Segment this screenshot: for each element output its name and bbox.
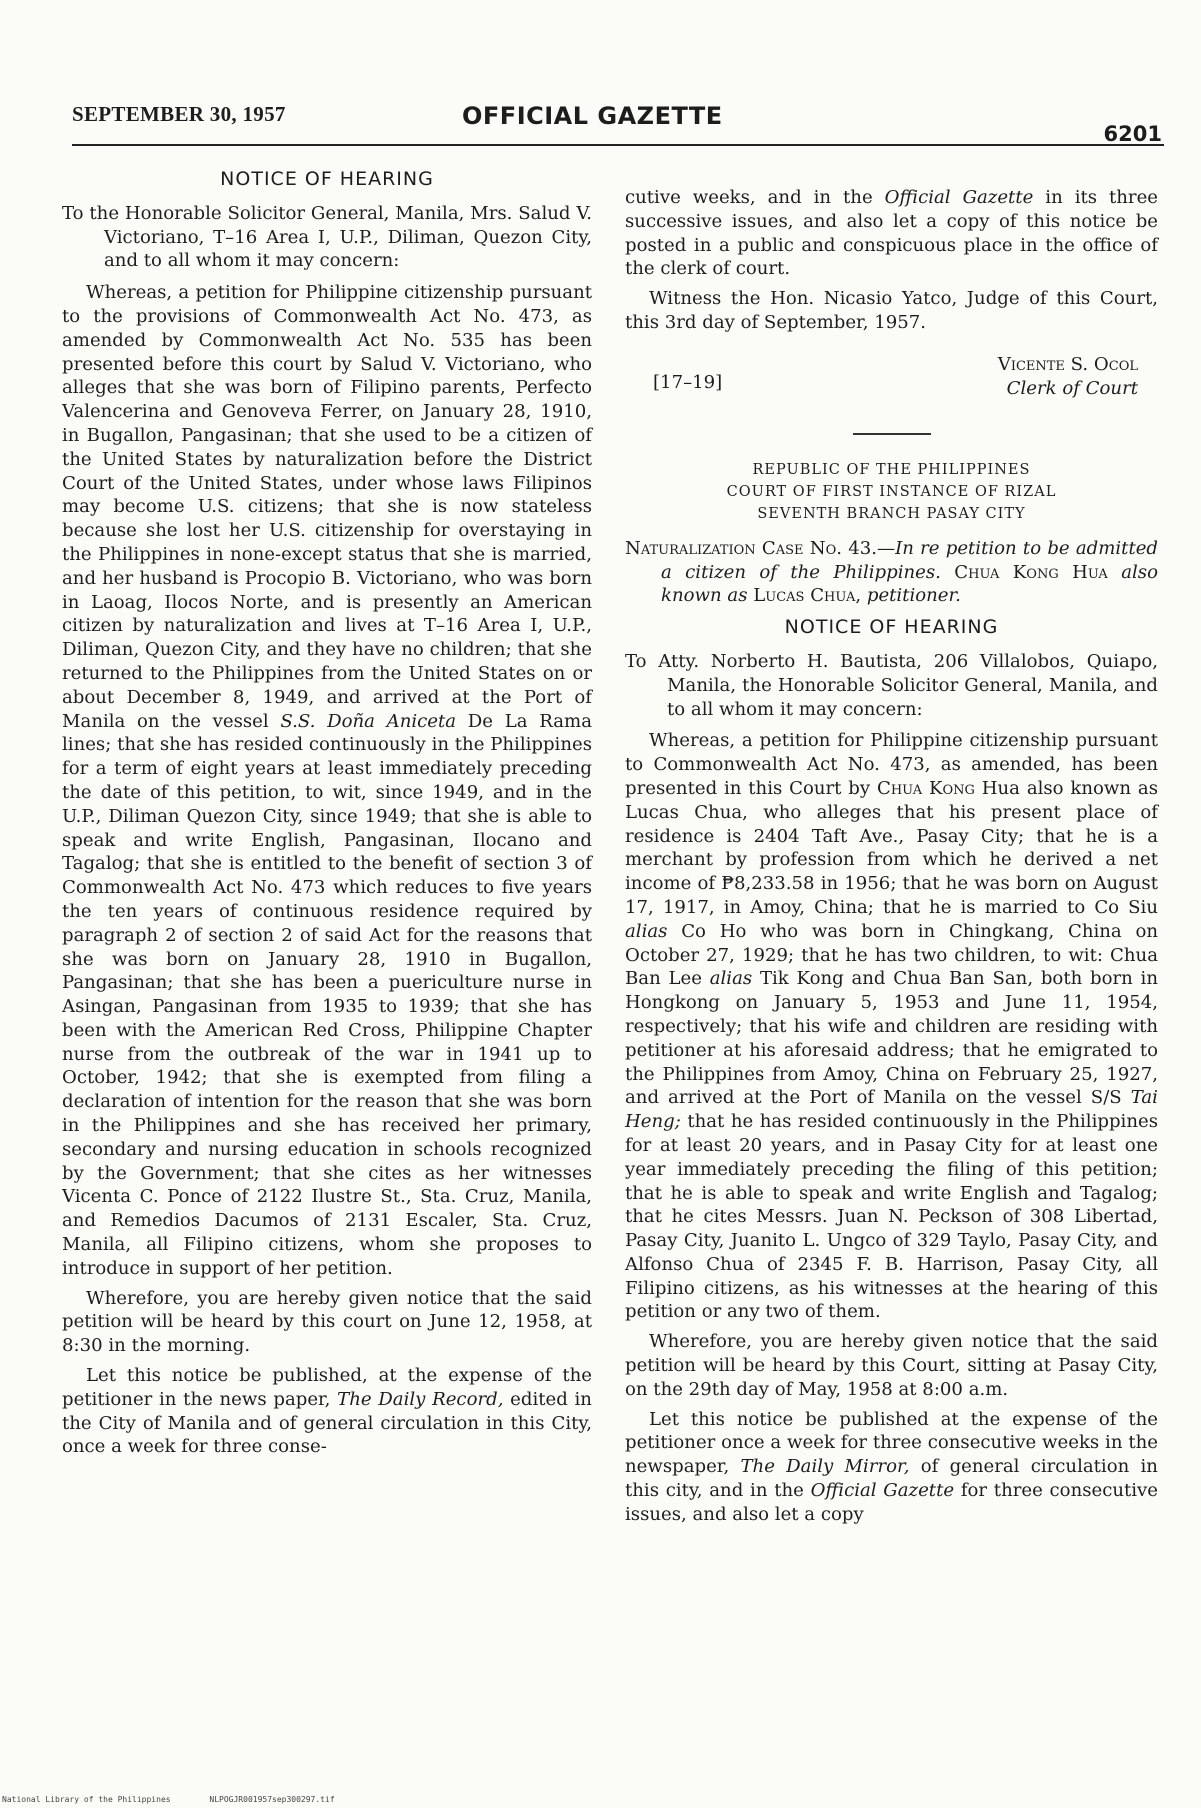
notice-heading: NOTICE OF HEARING xyxy=(220,168,434,190)
notice-heading: NOTICE OF HEARING xyxy=(784,616,999,639)
signer-role: Clerk of Court xyxy=(1006,377,1138,399)
court-line: SEVENTH BRANCH PASAY CITY xyxy=(757,505,1026,522)
body-text: De La Rama lines; that she has resided continuously in the Philippines for a term of eight years at least immediately preceding the date of this petition, to wit, since 1949, and in the U.P., Diliman Quezon City, since 1949; that she is able to speak and write English, Pangasinan, Ilocano and Tagalog; that she is entitled to the benefit of section 3 of Commonwealth Act No. 473 which reduces to five years the ten years of continuous residence required by paragraph 2 of section 2 of said Act for the reasons that she was born on January 28, 1910 in Bugallon, Pangasinan; that she has been a puericulture nurse in Asingan, Pangasinan from 1935 to 1939; that she has been with the American Red Cross, Philippine Chapter nurse from the outbreak of the war in 1941 up to October, 1942; that she is exempted from filing a declaration of intention for the reason that she was born in the Philippines and she has received her primary, secondary and nursing education in schools recognized by the Government; that she cites as her witnesses Vicenta C. Ponce of 2122 Ilustre St., Sta. Cruz, Manila, and Remedios Dacumos of 2131 Escaler, Sta. Cruz, Manila, all Filipino citizens, whom she proposes to introduce in support of her petition. xyxy=(62,710,592,1279)
vessel-name: Tai Heng; xyxy=(625,1087,1158,1133)
court-heading xyxy=(625,459,1158,525)
body-text: Let this notice be published, at the expense of the petitioner in the news paper, xyxy=(62,1365,592,1410)
left-column xyxy=(62,168,592,1459)
scan-filename: NLPOGJR001957sep300297.tif xyxy=(209,1795,335,1804)
body-text: Whereas, a petition for Philippine citizenship pursuant to the provisions of Commonwealth Act No. 473, as amended by Commonwealth Act No. 535 has been presented before this court by Salud V. Victoriano, who alleges that she was born of Filipino parents, Perfecto Valencerina and Genoveva Ferrer, on January 28, 1910, in Bugallon, Pangasinan; that she used to be a citizen of the United States by naturalization before the District Court of the United States, under whose laws Filipinos may become U.S. citizens; that she is now stateless because she lost her U.S. citizenship for overstaying in the Philippines in none-except status that she is married, and her husband is Procopio B. Victoriano, who was born in Laoag, Ilocos Norte, and is presently an American citizen by naturalization and lives at T–16 Area I, U.P., Diliman, Quezon City, and they have no children; that she returned to the Philippines from the United States on or about December 8, 1949, and arrived at the Port of Manila on the vessel xyxy=(62,282,592,732)
vessel-name: S.S. Doña Aniceta xyxy=(280,710,457,732)
publication-paragraph xyxy=(62,1364,592,1459)
case-label: Naturalization Case No. 43. xyxy=(625,537,877,559)
court-line: REPUBLIC OF THE PHILIPPINES xyxy=(752,461,1031,478)
body-text: Tik Kong and Chua Ban San, both born in Hongkong on January 5, 1953 and June 11, 1954, respectively; that his wife and children are residing with petitioner at his aforesaid address; that he emigrated to the Philippines from Amoy, China on February 25, 1927, and arrived at the Port of Manila on the vessel S/S xyxy=(625,968,1158,1109)
signer-name: Vicente S. Ocol xyxy=(997,353,1138,375)
body-text: edited in the City of Manila and of general circulation in this City, once a week for three conse- xyxy=(62,1388,592,1458)
issue-date: SEPTEMBER 30, 1957 xyxy=(72,102,286,126)
notice-address: To the Honorable Solicitor General, Manila, Mrs. Salud V. Victoriano, T–16 Area I, U.P., Diliman, Quezon City, and to all whom it may concern: xyxy=(62,202,592,272)
page-number: 6201 xyxy=(1103,122,1162,146)
petitioner-alias: Lucas Chua, xyxy=(753,585,862,607)
body-text: cutive weeks, and in the xyxy=(625,187,873,208)
body-text: Hua also known as Lucas Chua, who alleges that his present place of residence is 2404 Taft Ave., Pasay City; that he is a merchant by profession from which he derived a net income of ₱8,233.58 in 1956; that he was born on August 17, 1917, in Amoy, China; that he is married to Co Siu xyxy=(625,777,1158,918)
page-header xyxy=(72,96,1162,146)
gazette-name: Official Gazette xyxy=(810,1480,955,1502)
alias-word: alias xyxy=(625,920,668,942)
reference-number: [17–19] xyxy=(653,371,723,393)
body-text: of general circulation in this city, and in the xyxy=(625,1456,1158,1502)
body-text: Co Ho who was born in Chingkang, China on October 27, 1929; that he has two children, to wit: Chua Ban Lee xyxy=(625,920,1158,990)
body-text: Whereas, a petition for Philippine citizenship pursuant to Commonwealth Act No. 473, as amended, has been presented in this Court by xyxy=(625,730,1158,799)
newspaper-name: The Daily Record, xyxy=(337,1388,504,1410)
wherefore-paragraph: Wherefore, you are hereby given notice that the said petition will be heard by this Court, sitting at Pasay City, on the 29th day of May, 1958 at 8:00 a.m. xyxy=(625,1331,1158,1400)
case-description: —In re petition to be admitted a citizen of the Philippines. xyxy=(661,537,1159,583)
publication-paragraph xyxy=(625,1408,1158,1527)
petitioner-caps: Chua Kong xyxy=(876,777,975,799)
body-text: in its three successive issues, and also let a copy of this notice be posted in a public and conspicuous place in the office of the clerk of court. xyxy=(625,187,1158,280)
court-line: COURT OF FIRST INSTANCE OF RIZAL xyxy=(726,483,1057,500)
body-text: that he has resided continuously in the Philippines for at least 20 years, and in Pasay City for at least one year immediately preceding the filing of this petition; that he is able to speak and write English and Tagalog; that he cites Messrs. Juan N. Peckson of 308 Libertad, Pasay City, Juanito L. Ungco of 329 Taylo, Pasay City, and Alfonso Chua of 2345 F. B. Harrison, Pasay City, all Filipino citizens, as his witnesses at the hearing of this petition or any two of them. xyxy=(625,1111,1158,1323)
library-credit: National Library of the Philippines xyxy=(2,1795,171,1804)
header-rule xyxy=(72,144,1164,146)
body-text: for three consecutive issues, and also let a copy xyxy=(625,1480,1158,1525)
section-divider xyxy=(853,433,931,435)
case-caption xyxy=(625,537,1158,608)
body-text: Let this notice be published at the expense of the petitioner once a week for three consecutive weeks in the newspaper, xyxy=(625,1408,1158,1478)
signature-block xyxy=(625,353,1158,407)
aka-text: also known as xyxy=(661,561,1158,607)
notice-address: To Atty. Norberto H. Bautista, 206 Villalobos, Quiapo, Manila, the Honorable Solicitor General, Manila, and to all whom it may concern: xyxy=(625,650,1158,720)
petitioner-role: petitioner. xyxy=(866,585,961,607)
notice-body xyxy=(625,729,1158,1324)
continued-paragraph xyxy=(625,186,1158,281)
scan-footer xyxy=(2,1795,369,1804)
newspaper-name: The Daily Mirror, xyxy=(740,1456,910,1478)
publication-title: OFFICIAL GAZETTE xyxy=(462,102,723,130)
notice-body xyxy=(62,281,592,1280)
alias-word: alias xyxy=(709,968,753,990)
petitioner-name: Chua Kong Hua xyxy=(954,561,1108,583)
witness-paragraph: Witness the Hon. Nicasio Yatco, Judge of this Court, this 3rd day of September, 1957. xyxy=(625,288,1158,333)
wherefore-paragraph: Wherefore, you are hereby given notice that the said petition will be heard by this court on June 12, 1958, at 8:30 in the morning. xyxy=(62,1287,592,1357)
gazette-name: Official Gazette xyxy=(884,187,1034,208)
right-column xyxy=(625,186,1158,1527)
